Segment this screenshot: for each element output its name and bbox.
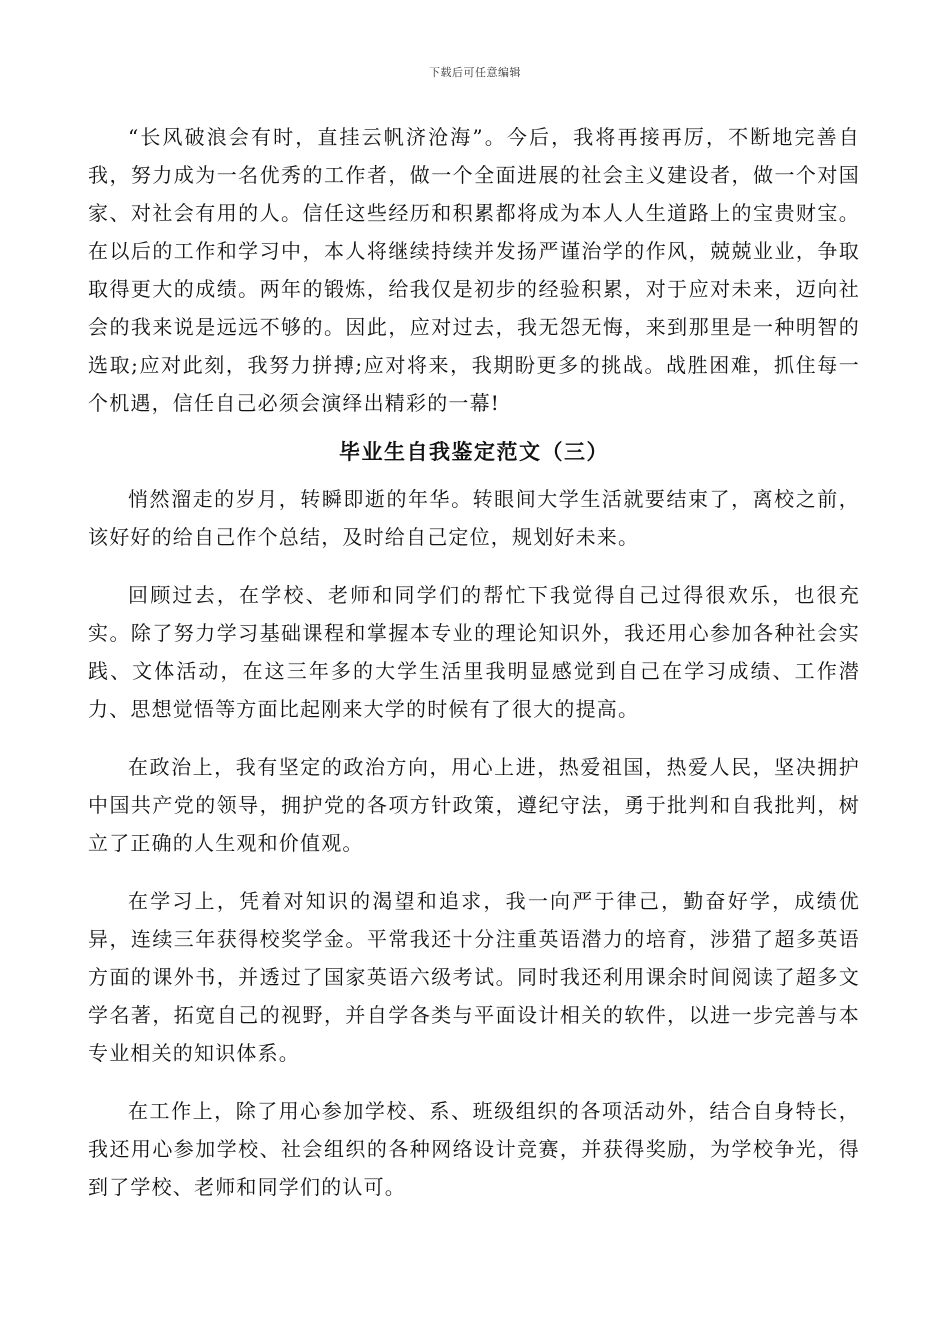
section-title: 毕业生自我鉴定范文（三） — [339, 439, 609, 464]
paragraph: 在学习上，凭着对知识的渴望和追求，我一向严于律己，勤奋好学，成绩优异，连续三年获得校奖学金。平常我还十分注重英语潜力的培育，涉猎了超多英语方面的课外书，并透过了国家英语六级考试。同时我还利用课余时间阅读了超多文学名著，拓宽自己的视野，并自学各类与平面设计相关的软件，以进一步完善与本专业相关的知识体系。 — [88, 889, 860, 1065]
paragraph: “长风破浪会有时，直挂云帆济沧海”。今后，我将再接再厉，不断地完善自我，努力成为一名优秀的工作者，做一个全面进展的社会主义建设者，做一个对国家、对社会有用的人。信任这些经历和积累都将成为本人人生道路上的宝贵财宝。在以后的工作和学习中，本人将继续持续并发扬严谨治学的作风，兢兢业业，争取取得更大的成绩。两年的锻炼，给我仅是初步的经验积累，对于应对未来，迈向社会的我来说是远远不够的。因此，应对过去，我无怨无悔，来到那里是一种明智的选取;应对此刻，我努力拼搏;应对将来，我期盼更多的挑战。战胜困难，抓住每一个机遇，信任自己必须会演绎出精彩的一幕! — [88, 125, 860, 415]
page-header-note: 下载后可任意编辑 — [429, 66, 521, 79]
paragraph: 在政治上，我有坚定的政治方向，用心上进，热爱祖国，热爱人民，坚决拥护中国共产党的领导，拥护党的各项方针政策，遵纪守法，勇于批判和自我批判，树立了正确的人生观和价值观。 — [88, 755, 860, 855]
paragraph: 回顾过去，在学校、老师和同学们的帮忙下我觉得自己过得很欢乐，也很充实。除了努力学习基础课程和掌握本专业的理论知识外，我还用心参加各种社会实践、文体活动，在这三年多的大学生活里我明显感觉到自己在学习成绩、工作潜力、思想觉悟等方面比起刚来大学的时候有了很大的提高。 — [88, 583, 860, 721]
paragraph: 在工作上，除了用心参加学校、系、班级组织的各项活动外，结合自身特长，我还用心参加学校、社会组织的各种网络设计竞赛，并获得奖励，为学校争光，得到了学校、老师和同学们的认可。 — [88, 1099, 860, 1199]
paragraph: 悄然溜走的岁月，转瞬即逝的年华。转眼间大学生活就要结束了，离校之前，该好好的给自己作个总结，及时给自己定位，规划好未来。 — [88, 487, 860, 549]
document-body — [88, 118, 860, 1206]
